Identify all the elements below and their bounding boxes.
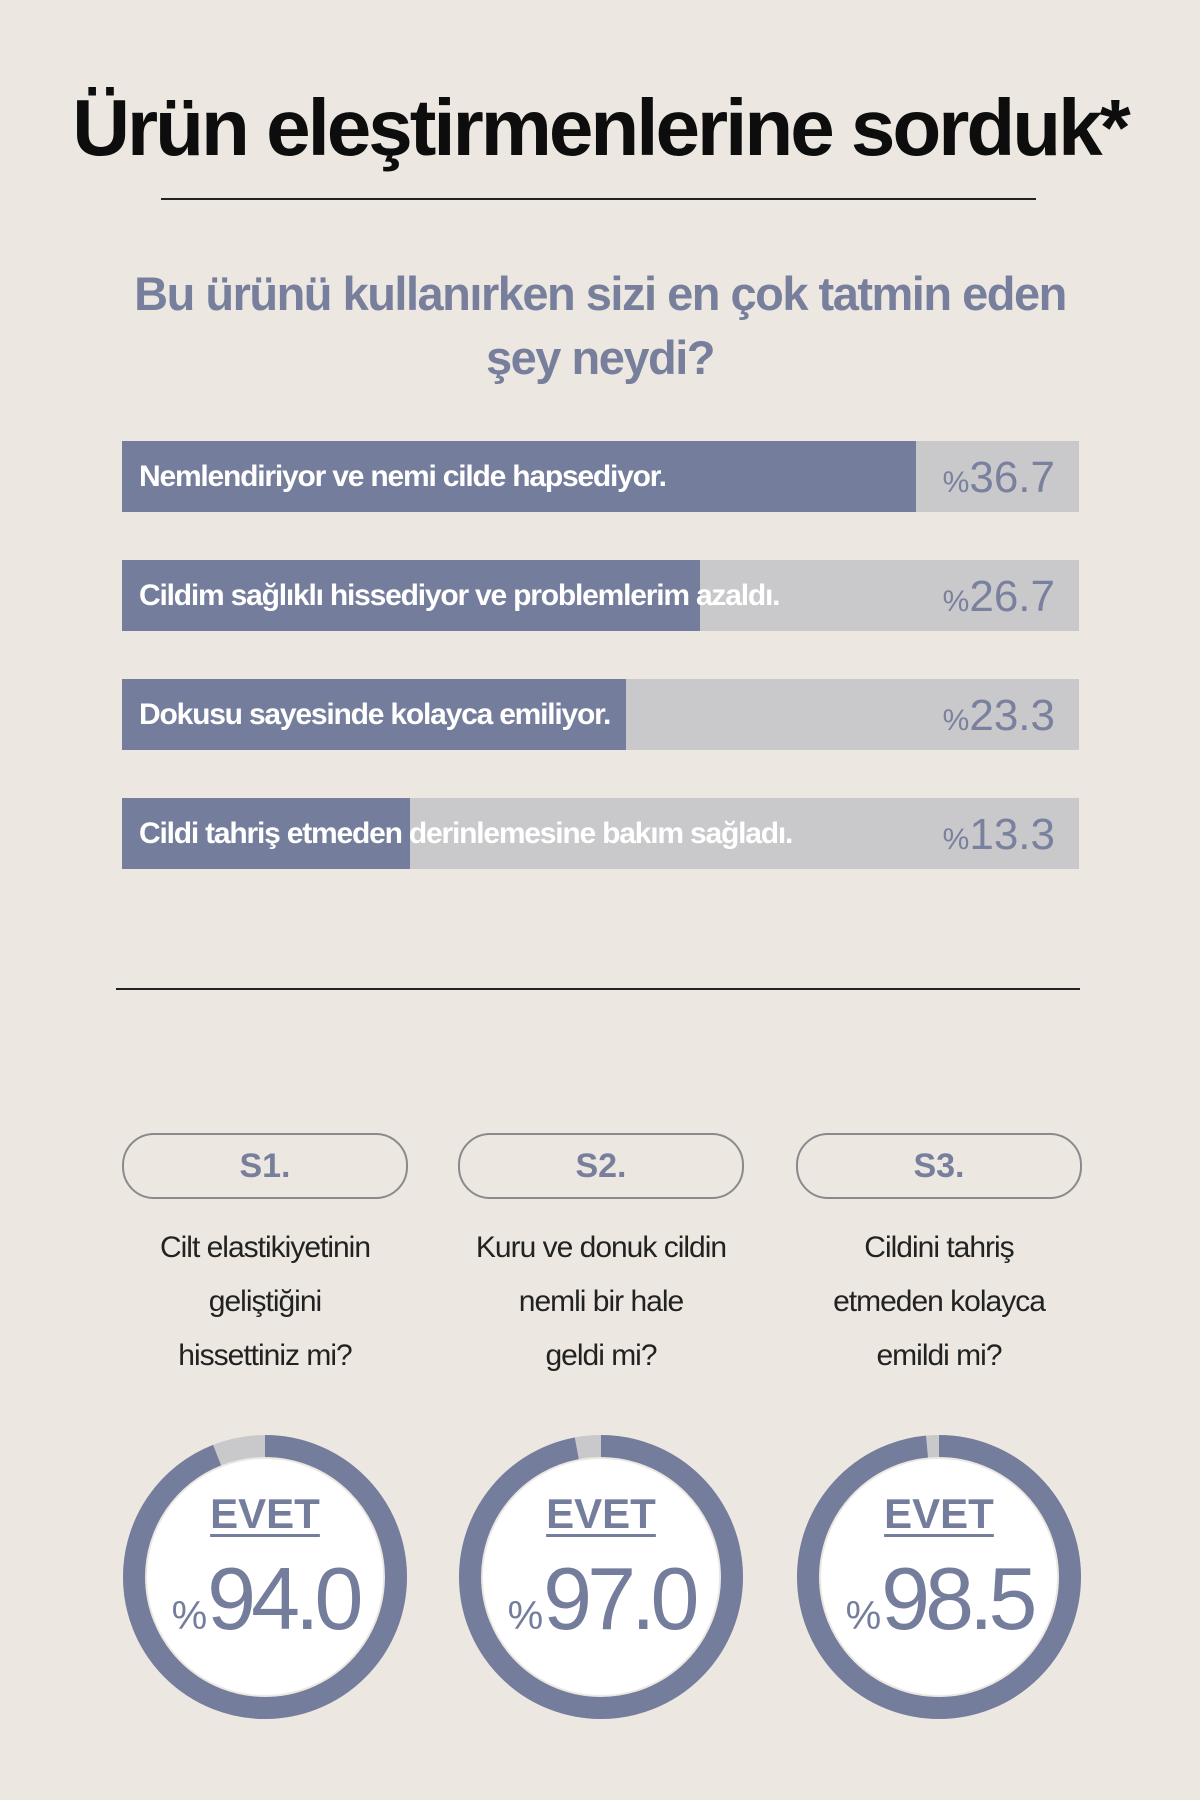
bar-value: %13.3 [942, 810, 1055, 859]
answer-percent: %94.0 [171, 1549, 359, 1648]
survey-card [122, 1133, 408, 1383]
question-tag: S1. [122, 1133, 408, 1199]
percent-sign: % [942, 466, 970, 499]
survey-card [458, 1133, 744, 1383]
question-tag: S3. [796, 1133, 1082, 1199]
percent-sign: % [942, 585, 970, 618]
bar-label: Cildim sağlıklı hissediyor ve problemlerim azaldı. [139, 579, 780, 612]
bar-row [122, 441, 1079, 512]
percent-sign: % [171, 1594, 208, 1638]
donut-chart [794, 1432, 1084, 1722]
bar-value: %23.3 [942, 691, 1055, 740]
chart-question: Bu ürünü kullanırken sizi en çok tatmin eden şey neydi? [134, 267, 1066, 384]
survey-question: Cilt elastikiyetinin geliştiğini hissettiniz mi? [159, 1231, 371, 1372]
bar-value: %26.7 [942, 572, 1055, 621]
percent-sign: % [507, 1594, 544, 1638]
bar-value: %36.7 [942, 453, 1055, 502]
answer-label: EVET [884, 1490, 994, 1537]
title-divider [161, 198, 1036, 200]
survey-question: Cildini tahriş etmeden kolayca emildi mi? [833, 1231, 1045, 1372]
percent-sign: % [942, 704, 970, 737]
bar-label: Cildi tahriş etmeden derinlemesine bakım sağladı. [139, 817, 793, 850]
survey-question: Kuru ve donuk cildin nemli bir hale geldi mi? [475, 1231, 727, 1372]
answer-percent: %97.0 [507, 1549, 695, 1648]
section-divider [116, 988, 1080, 990]
percent-sign: % [942, 823, 970, 856]
bar-label: Nemlendiriyor ve nemi cilde hapsediyor. [139, 460, 666, 493]
donut-chart [456, 1432, 746, 1722]
survey-card [796, 1133, 1082, 1383]
percent-sign: % [845, 1594, 882, 1638]
page-title: Ürün eleştirmenlerine sorduk* [72, 83, 1128, 172]
answer-percent: %98.5 [845, 1549, 1033, 1648]
donut-chart [120, 1432, 410, 1722]
bar-row [122, 679, 1079, 750]
answer-label: EVET [210, 1490, 320, 1537]
bar-label: Dokusu sayesinde kolayca emiliyor. [139, 698, 611, 731]
bar-row [122, 798, 1079, 869]
question-tag: S2. [458, 1133, 744, 1199]
bar-chart [122, 441, 1079, 917]
answer-label: EVET [546, 1490, 656, 1537]
bar-row [122, 560, 1079, 631]
